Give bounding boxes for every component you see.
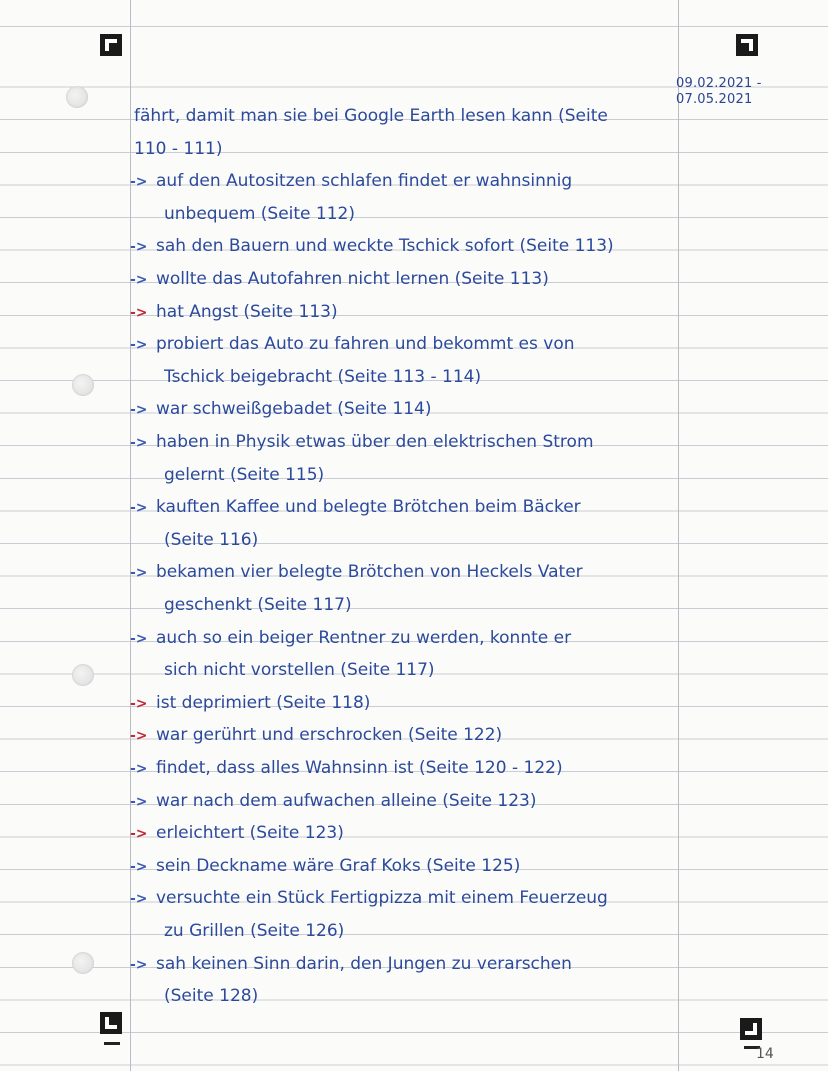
red-arrow-icon: ->	[130, 304, 148, 321]
arrow-icon: ->	[130, 435, 148, 451]
note-bullet-line	[130, 948, 690, 980]
punch-hole-2	[72, 374, 94, 396]
punch-hole-3	[72, 664, 94, 686]
arrow-icon: ->	[130, 761, 148, 777]
note-bullet-line	[130, 817, 690, 849]
note-text: sah den Bauern und weckte Tschick sofort (Seite 113)	[156, 236, 614, 257]
note-bullet-line	[130, 296, 690, 328]
corner-marker-icon	[736, 34, 758, 56]
note-continuation-line	[130, 361, 724, 393]
arrow-icon: ->	[130, 630, 148, 647]
note-text: war nach dem aufwachen alleine (Seite 123)	[156, 790, 537, 811]
note-text: (Seite 128)	[164, 986, 259, 1007]
note-bullet-line	[130, 785, 690, 817]
red-arrow-icon: ->	[130, 695, 148, 712]
arrow-icon: ->	[130, 402, 148, 419]
arrow-icon: ->	[130, 858, 148, 875]
note-text: Tschick beigebracht (Seite 113 - 114)	[164, 366, 482, 387]
note-bullet-line	[130, 426, 690, 458]
corner-marker-icon	[100, 34, 122, 56]
note-continuation-line	[130, 589, 724, 621]
note-text: sich nicht vorstellen (Seite 117)	[164, 660, 435, 681]
note-bullet-line	[130, 165, 690, 197]
note-text: zu Grillen (Seite 126)	[164, 921, 345, 941]
note-text: kauften Kaffee und belegte Brötchen beim Bäcker	[156, 497, 581, 518]
corner-marker-icon	[740, 1018, 762, 1040]
punch-hole-1	[66, 86, 88, 108]
note-bullet-line	[130, 556, 690, 588]
note-bullet-line	[130, 328, 690, 360]
note-continuation-line	[130, 100, 694, 132]
note-text: auch so ein beiger Rentner zu werden, konnte er	[156, 627, 572, 648]
note-bullet-line	[130, 752, 690, 784]
note-bullet-line	[130, 687, 690, 719]
arrow-icon: ->	[130, 500, 148, 517]
note-text: wollte das Autofahren nicht lernen (Seite 113)	[156, 269, 549, 289]
note-text: geschenkt (Seite 117)	[164, 595, 352, 615]
note-text: war gerührt und erschrocken (Seite 122)	[156, 725, 503, 746]
arrow-icon: ->	[130, 337, 148, 354]
arrow-icon: ->	[130, 272, 148, 288]
corner-marker-dash	[104, 1042, 120, 1045]
page-number: 14	[756, 1046, 774, 1062]
note-continuation-line	[130, 133, 694, 165]
date-range-start: 09.02.2021 -	[676, 76, 762, 91]
note-text: war schweißgebadet (Seite 114)	[156, 399, 432, 420]
note-bullet-line	[130, 622, 690, 654]
date-range-end: 07.05.2021	[676, 92, 753, 107]
note-continuation-line	[130, 654, 724, 686]
note-continuation-line	[130, 524, 724, 556]
note-text: auf den Autositzen schlafen findet er wahnsinnig	[156, 171, 573, 192]
note-text: probiert das Auto zu fahren und bekommt es von	[156, 334, 575, 355]
note-text: bekamen vier belegte Brötchen von Heckels Vater	[156, 562, 583, 583]
note-text: haben in Physik etwas über den elektrischen Strom	[156, 432, 594, 452]
red-arrow-icon: ->	[130, 826, 148, 843]
note-text: ist deprimiert (Seite 118)	[156, 692, 371, 713]
note-bullet-line	[130, 850, 690, 882]
note-bullet-line	[130, 263, 690, 295]
corner-marker-icon	[100, 1012, 122, 1034]
note-text: findet, dass alles Wahnsinn ist (Seite 120 - 122)	[156, 758, 563, 778]
note-continuation-line	[130, 980, 724, 1012]
note-text: erleichtert (Seite 123)	[156, 823, 344, 844]
note-continuation-line	[130, 459, 724, 491]
arrow-icon: ->	[130, 956, 148, 973]
red-arrow-icon: ->	[130, 728, 148, 745]
arrow-icon: ->	[130, 239, 148, 256]
note-continuation-line	[130, 915, 724, 947]
note-bullet-line	[130, 393, 690, 425]
note-text: sein Deckname wäre Graf Koks (Seite 125)	[156, 855, 521, 876]
arrow-icon: ->	[130, 891, 148, 908]
arrow-icon: ->	[130, 793, 148, 810]
note-continuation-line	[130, 198, 724, 230]
arrow-icon: ->	[130, 174, 148, 191]
note-bullet-line	[130, 719, 690, 751]
note-text: unbequem (Seite 112)	[164, 203, 356, 224]
note-text: versuchte ein Stück Fertigpizza mit einem Feuerzeug	[156, 888, 608, 909]
note-text: (Seite 116)	[164, 529, 259, 550]
note-text: 110 - 111)	[134, 138, 223, 159]
note-bullet-line	[130, 491, 690, 523]
note-bullet-line	[130, 230, 690, 262]
note-text: hat Angst (Seite 113)	[156, 301, 338, 322]
note-text: fährt, damit man sie bei Google Earth lesen kann (Seite	[134, 106, 608, 126]
arrow-icon: ->	[130, 565, 148, 582]
note-text: sah keinen Sinn darin, den Jungen zu verarschen	[156, 953, 572, 974]
note-bullet-line	[130, 882, 690, 914]
punch-hole-4	[72, 952, 94, 974]
note-text: gelernt (Seite 115)	[164, 464, 325, 485]
